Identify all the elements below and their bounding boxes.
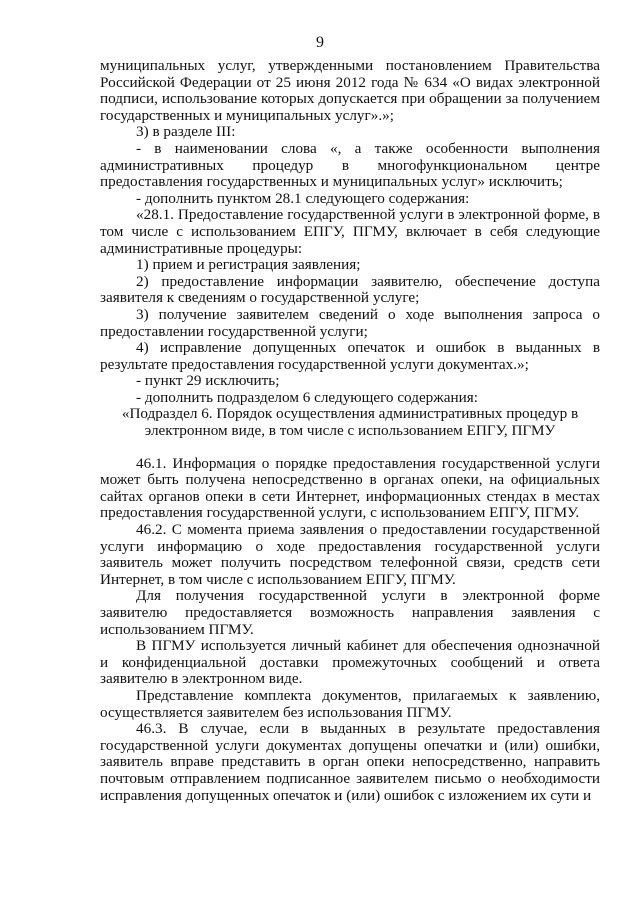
- page-number: 9: [316, 34, 324, 51]
- paragraph: 3) в разделе III:: [136, 123, 236, 141]
- paragraph: 46.1. Информация о порядке предоставления государственной услуги может быть получена непосредственно в органах опеки, на официальных сайтах органов опеки в сети Интернет, информационных стендах в местах предоставления государственной услуги, с использованием ЕПГУ, ПГМУ.: [100, 454, 600, 522]
- subsection-heading: «Подраздел 6. Порядок осуществления административных процедур в электронном виде, в том числе с использованием ЕПГУ, ПГМУ: [121, 405, 579, 440]
- paragraph: 46.3. В случае, если в выданных в результате предоставления государственной услуги документах допущены опечатки и (или) ошибки, заявитель вправе представить в орган опеки непосредственно, направить почтовым отправлением подписанное заявителем письмо о необходимости исправления допущенных опечаток и (или) ошибок с изложением их сути и: [100, 720, 600, 804]
- paragraph: «28.1. Предоставление государственной услуги в электронной форме, в том числе с использованием ЕПГУ, ПГМУ, включает в себя следующие административные процедуры:: [100, 206, 600, 257]
- paragraph: - дополнить подразделом 6 следующего содержания:: [136, 388, 478, 406]
- list-item: 4) исправление допущенных опечаток и ошибок в выданных в результате предоставления государственной услуги документах.»;: [100, 339, 600, 373]
- paragraph: Представление комплекта документов, прилагаемых к заявлению, осуществляется заявителем без использования ПГМУ.: [100, 686, 600, 721]
- paragraph: - пункт 29 исключить;: [136, 372, 280, 390]
- document-body: [100, 58, 600, 804]
- paragraph: - в наименовании слова «, а также особенности выполнения административных процедур в многофункциональном центре предоставления государственных и муниципальных услуг» исключить;: [100, 139, 600, 191]
- list-item: 2) предоставление информации заявителю, обеспечение доступа заявителя к сведениям о государственной услуге;: [100, 272, 600, 307]
- paragraph: - дополнить пунктом 28.1 следующего содержания:: [136, 189, 470, 207]
- paragraph: Для получения государственной услуги в электронной форме заявителю предоставляется возможность направления заявления с использованием ПГМУ.: [100, 587, 600, 638]
- list-item: 3) получение заявителем сведений о ходе выполнения запроса о предоставлении государственной услуги;: [100, 305, 600, 340]
- list-item: 1) прием и регистрация заявления;: [136, 256, 361, 274]
- paragraph: 46.2. С момента приема заявления о предоставлении государственной услуги информацию о ходе предоставления государственной услуги заявитель может получить посредством телефонной связи, средств сети Интернет, в том числе с использованием ЕПГУ, ПГМУ.: [100, 521, 600, 588]
- paragraph: В ПГМУ используется личный кабинет для обеспечения однозначной и конфиденциальной доставки промежуточных сообщений и ответа заявителю в электронном виде.: [100, 637, 600, 688]
- paragraph: муниципальных услуг, утвержденными постановлением Правительства Российской Федерации от 25 июня 2012 года № 634 «О видах электронной подписи, использование которых допускается при обращении за получением государственных и муниципальных услуг».»;: [100, 57, 600, 124]
